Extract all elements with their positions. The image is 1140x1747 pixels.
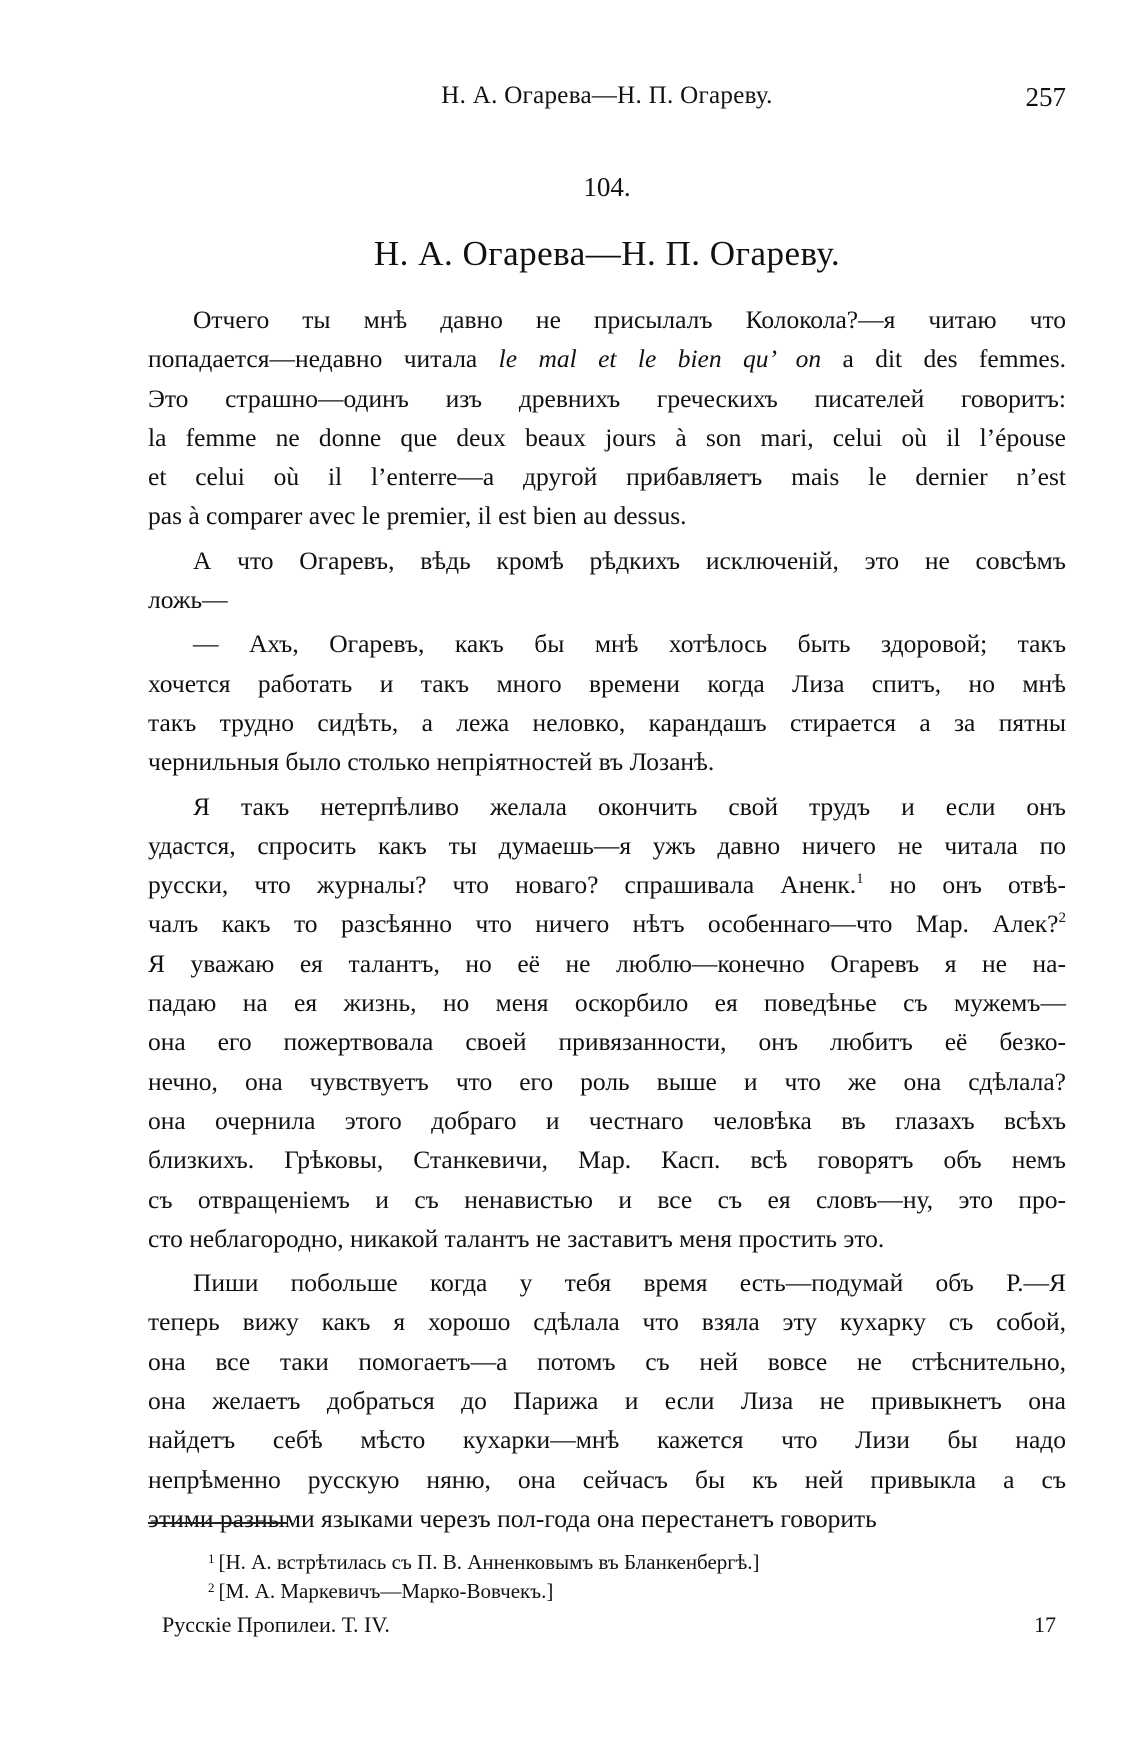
text-line: она желаетъ добраться до Парижа и если Лиза не привыкнетъ она <box>148 1386 1066 1416</box>
text-line: pas à comparer avec le premier, il est bien au dessus. <box>148 501 687 531</box>
running-head <box>148 82 1066 122</box>
text-line: удастся, спросить какъ ты думаешь—я ужъ давно ничего не читала по <box>148 830 1066 860</box>
text-line: теперь вижу какъ я хорошо сдѣлала что взяла эту кухарку съ собой, <box>148 1307 1066 1337</box>
sheet-number: 17 <box>1034 1612 1056 1637</box>
text-line: непрѣменно русскую няню, она сейчасъ бы къ ней привыкла а съ <box>148 1464 1066 1494</box>
footnote-mark: 1 <box>208 1551 215 1566</box>
footnote-mark: 2 <box>208 1580 215 1595</box>
text-line: Отчего ты мнѣ давно не присылалъ Колокола?—я читаю что <box>193 305 1066 334</box>
text-line: А что Огаревъ, вѣдь кромѣ рѣдкихъ исключеній, это не совсѣмъ <box>193 545 1066 575</box>
page-number: 257 <box>1025 82 1066 112</box>
text-line: Это страшно—одинъ изъ древнихъ греческихъ писателей говоритъ: <box>148 383 1066 413</box>
footnote-2 <box>208 1577 760 1606</box>
paragraph-2 <box>148 541 1066 620</box>
footnote-text: [М. А. Маркевичъ—Марко-Вовчекъ.] <box>218 1579 554 1603</box>
text-line: et celui où il l’enterre—a другой прибавляетъ mais le dernier n’est <box>148 462 1066 492</box>
text-line: чернильныя было столько непріятностей въ Лозанѣ. <box>148 747 715 777</box>
footnote-divider <box>148 1522 288 1524</box>
text-line: русски, что журналы? что новаго? спрашивала Аненк.$^1$ но онъ отвѣ- <box>148 870 1066 900</box>
letter-body <box>148 300 1066 1543</box>
paragraph-1 <box>148 300 1066 536</box>
text-line: — Ахъ, Огаревъ, какъ бы мнѣ хотѣлось быть здоровой; такъ <box>193 629 1066 659</box>
text-line: близкихъ. Грѣковы, Станкевичи, Мар. Касп. всѣ говорятъ объ немъ <box>148 1145 1066 1175</box>
text-line: она его пожертвовала своей привязанности, онъ любитъ её безко- <box>148 1027 1066 1057</box>
page-footer <box>148 1612 1066 1648</box>
text-line: этими разными языками черезъ пол-года она перестанетъ говорить <box>148 1503 877 1533</box>
footnote-1 <box>208 1548 760 1577</box>
text-line: она очернила этого добраго и честнаго человѣка въ глазахъ всѣхъ <box>148 1105 1066 1135</box>
paragraph-5 <box>148 1263 1066 1538</box>
text-line: найдетъ себѣ мѣсто кухарки—мнѣ кажется что Лизи бы надо <box>148 1425 1066 1455</box>
letter-number: 104. <box>583 172 631 202</box>
footnote-reference: 2 <box>1058 910 1066 927</box>
footnote-text: [Н. А. встрѣтилась съ П. В. Анненковымъ въ Бланкенбергѣ.] <box>218 1550 760 1574</box>
printer-signature: Русскіе Пропилеи. Т. IV. <box>162 1612 390 1637</box>
text-line: Я такъ нетерпѣливо желала окончить свой трудъ и если онъ <box>193 791 1066 821</box>
text-line: нечно, она чувствуетъ что его роль выше и что же она сдѣлала? <box>148 1066 1066 1096</box>
text-line: чалъ какъ то разсѣянно что ничего нѣтъ особеннаго—что Мар. Алек?$^2$ <box>148 909 1066 939</box>
text-line: она все таки помогаетъ—а потомъ съ ней вовсе не стѣснительно, <box>148 1346 1066 1376</box>
book-page <box>148 0 1066 1747</box>
text-line: хочется работать и такъ много времени когда Лиза спитъ, но мнѣ <box>148 668 1066 698</box>
text-line: падаю на ея жизнь, но меня оскорбило ея поведѣнье съ мужемъ— <box>148 988 1066 1018</box>
paragraph-3 <box>148 624 1066 781</box>
paragraph-4 <box>148 787 1066 1259</box>
text-line: Я уважаю ея талантъ, но её не люблю—конечно Огаревъ я не на- <box>148 948 1066 978</box>
letter-title: Н. А. Огарева—Н. П. Огареву. <box>373 234 841 273</box>
text-line: ложь— <box>148 585 228 615</box>
running-head-title: Н. А. Огарева—Н. П. Огареву. <box>441 82 773 109</box>
text-line: сто неблагородно, никакой талантъ не заставитъ меня простить это. <box>148 1223 885 1253</box>
text-line: съ отвращеніемъ и съ ненавистью и все съ ея словъ—ну, это про- <box>148 1184 1066 1214</box>
text-line: попадается—недавно читала le mal et le bien qu’ on a dit des femmes. <box>148 344 1067 374</box>
text-line: la femme ne donne que deux beaux jours à son mari, celui où il l’épouse <box>148 422 1066 452</box>
text-line: Пиши побольше когда у тебя время есть—подумай объ Р.—Я <box>193 1268 1066 1298</box>
text-line: такъ трудно сидѣть, а лежа неловко, карандашъ стирается а за пятны <box>148 707 1066 737</box>
footnotes <box>208 1548 760 1606</box>
footnote-reference: 1 <box>856 871 864 888</box>
